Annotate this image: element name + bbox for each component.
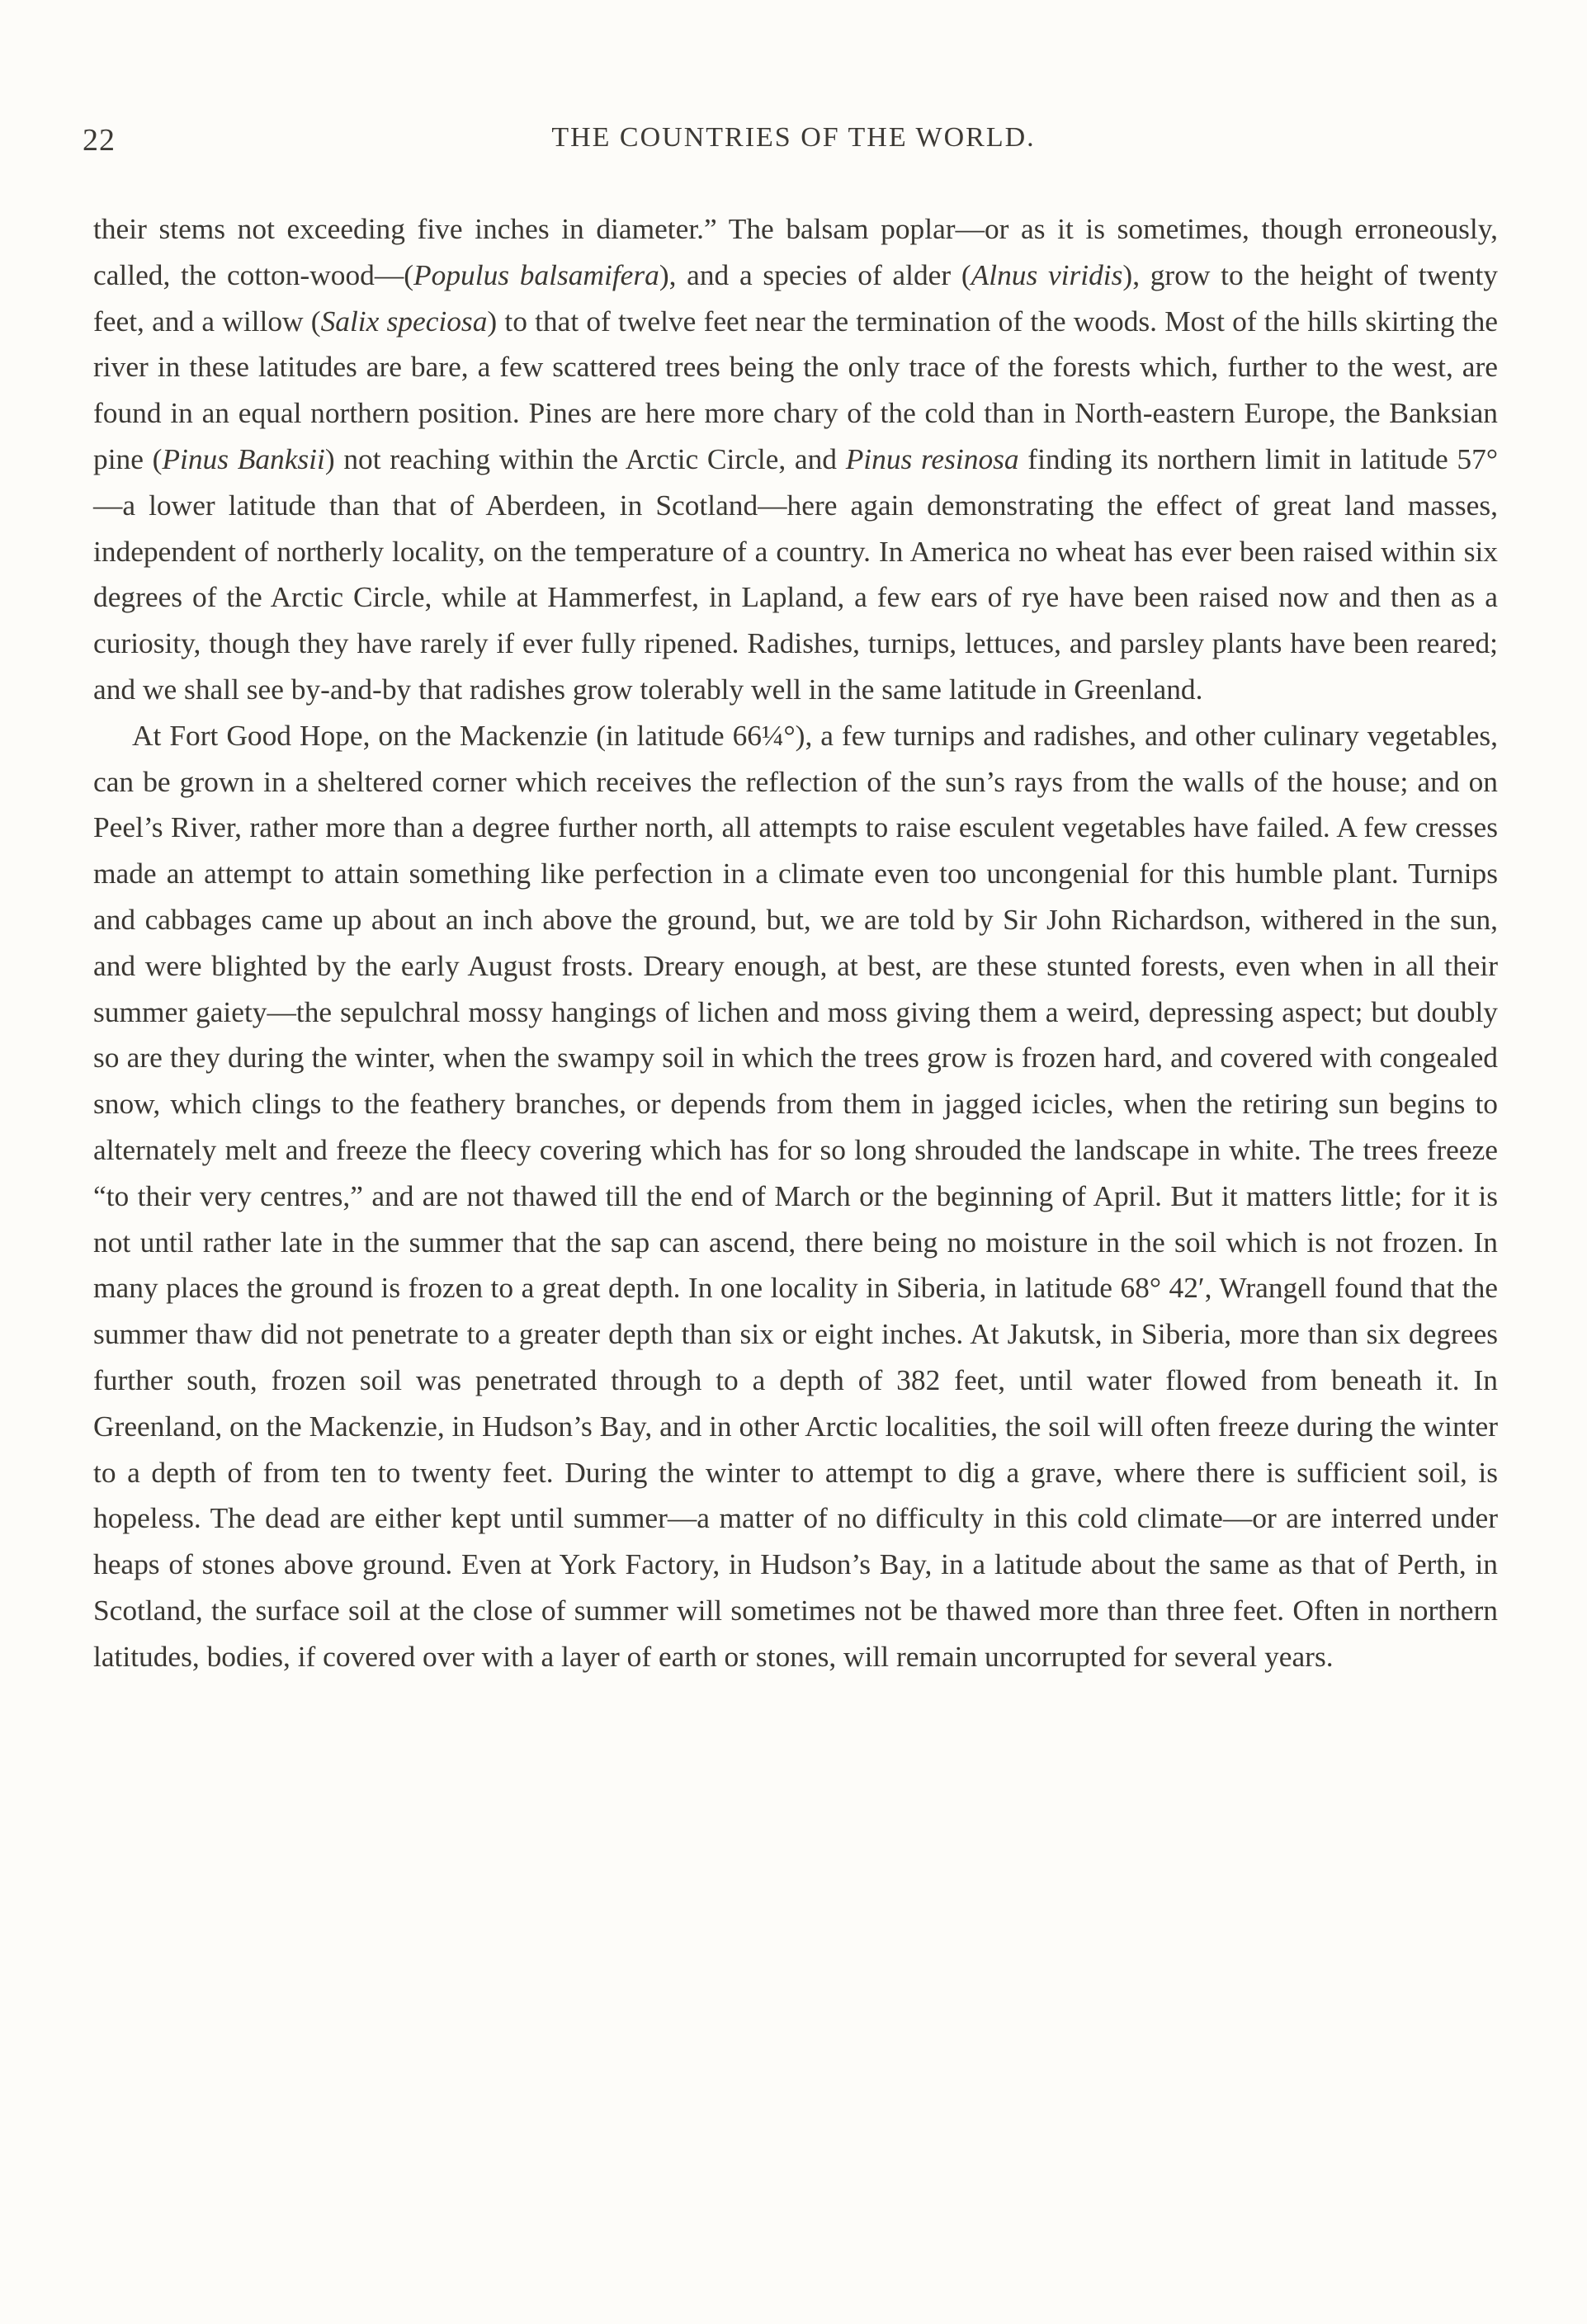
text-segment: ), grow to the height of twenty feet, and a willow ( xyxy=(93,257,1498,338)
running-head: THE COUNTRIES OF THE WORLD. xyxy=(551,122,1036,153)
italic-species-name: Pinus Banksii xyxy=(162,442,325,475)
text-segment: ) to that of twelve feet near the termination of the woods. Most of the hills skirting the river in these latitudes are bare, a few scattered trees being the only trace of the forests which, further to the west, are found in an equal northern position. Pines are here more chary of the cold than in North-eastern Europe, the Banksian pine ( xyxy=(93,304,1498,475)
page-number: 22 xyxy=(83,123,116,158)
text-segment: ), and a species of alder ( xyxy=(659,257,971,291)
body-text xyxy=(93,206,1498,1680)
italic-species-name: Populus balsamifera xyxy=(413,257,659,291)
text-segment: finding its northern limit in latitude 57°—a lower latitude than that of Aberdeen, in Scotland—here again demonstrating the effect of great land masses, independent of northerly locality, on the temperature of a country. In America no wheat has ever been raised within six degrees of the Arctic Circle, while at Hammerfest, in Lapland, a few ears of rye have been raised now and then as a curiosity, though they have rarely if ever fully ripened. Radishes, turnips, lettuces, and parsley plants have been reared; and we shall see by-and-by that radishes grow tolerably well in the same latitude in Greenland. xyxy=(93,442,1498,706)
italic-species-name: Alnus viridis xyxy=(971,257,1123,291)
text-segment: ) not reaching within the Arctic Circle, and xyxy=(324,442,846,475)
paragraph-1 xyxy=(93,206,1498,713)
italic-species-name: Salix speciosa xyxy=(320,304,488,338)
page-header xyxy=(83,116,1504,165)
italic-species-name: Pinus resinosa xyxy=(845,442,1019,475)
paragraph-2 xyxy=(93,713,1498,1680)
text-segment: At Fort Good Hope, on the Mackenzie (in latitude 66¼°), a few turnips and radishes, and other culinary vegetables, can be grown in a sheltered corner which receives the reflection of the sun’s rays from the walls of the house; and on Peel’s River, rather more than a degree further north, all attempts to raise esculent vegetables have failed. A few cresses made an attempt to attain something like perfection in a climate even too uncongenial for this humble plant. Turnips and cabbages came up about an inch above the ground, but, we are told by Sir John Richardson, withered in the sun, and were blighted by the early August frosts. Dreary enough, at best, are these stunted forests, even when in all their summer gaiety—the sepulchral mossy hangings of lichen and moss giving them a weird, depressing aspect; but doubly so are they during the winter, when the swampy soil in which the trees grow is frozen hard, and covered with congealed snow, which clings to the feathery branches, or depends from them in jagged icicles, when the retiring sun begins to alternately melt and freeze the fleecy covering which has for so long shrouded the landscape in white. The trees freeze “to their very centres,” and are not thawed till the end of March or the beginning of April. But it matters little; for it is not until rather late in the summer that the sap can ascend, there being no moisture in the soil which is not frozen. In many places the ground is frozen to a great depth. In one locality in Siberia, in latitude 68° 42′, Wrangell found that the summer thaw did not penetrate to a greater depth than six or eight inches. At Jakutsk, in Siberia, more than six degrees further south, frozen soil was penetrated through to a depth of 382 feet, until water flowed from beneath it. In Greenland, on the Mackenzie, in Hudson’s Bay, and in other Arctic localities, the soil will often freeze during the winter to a depth of from ten to twenty feet. During the winter to attempt to dig a grave, where there is sufficient soil, is hopeless. The dead are either kept until summer—a matter of no difficulty in this cold climate—or are interred under heaps of stones above ground. Even at York Factory, in Hudson’s Bay, in a latitude about the same as that of Perth, in Scotland, the surface soil at the close of summer will sometimes not be thawed more than three feet. Often in northern latitudes, bodies, if covered over with a layer of earth or stones, will remain uncorrupted for several years. xyxy=(93,718,1498,1673)
text-segment: their stems not exceeding five inches in diameter.” The balsam poplar—or as it is sometimes, though erroneously, called, the cotton-wood—( xyxy=(93,212,1498,291)
